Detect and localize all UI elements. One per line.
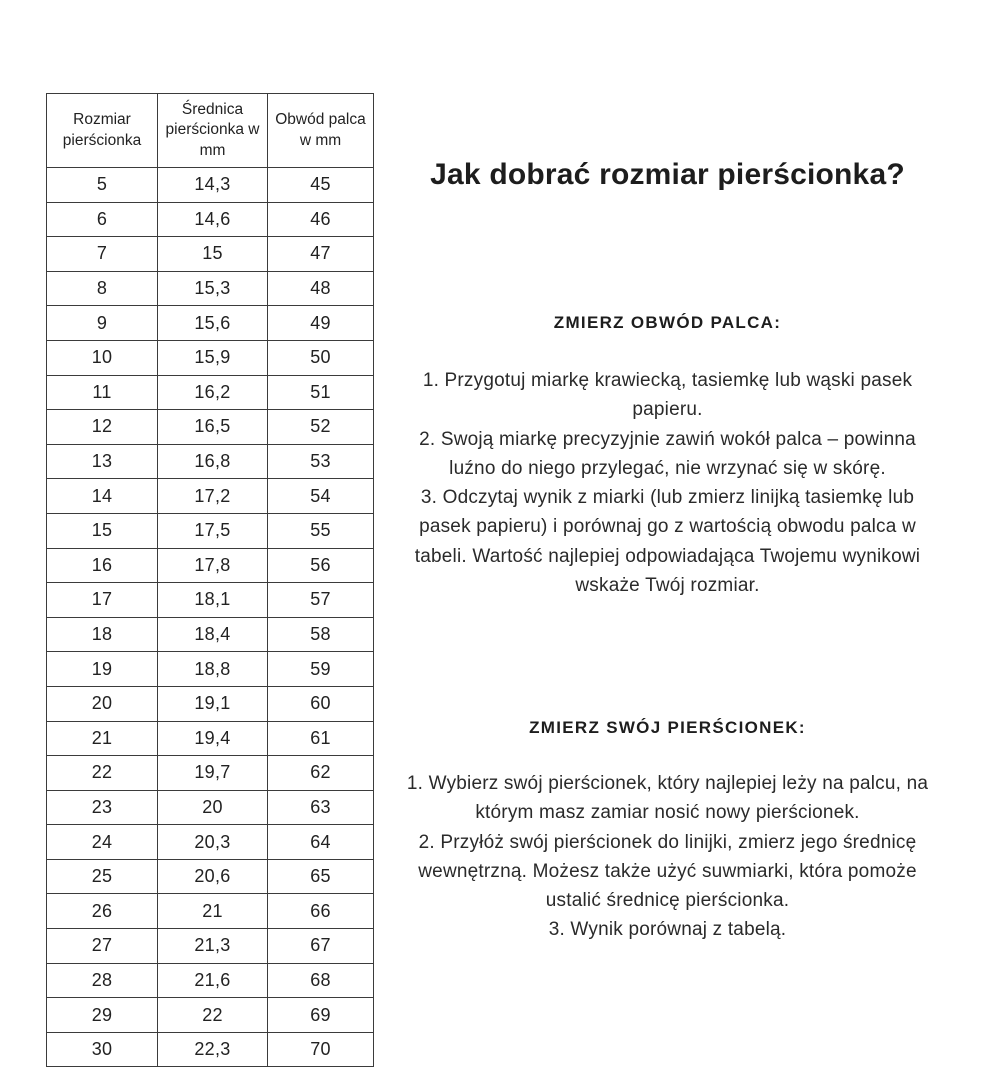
table-cell: 20,6: [158, 859, 268, 894]
table-cell: 50: [268, 340, 374, 375]
table-row: [47, 306, 374, 341]
ring-size-table: [46, 93, 374, 1067]
table-cell: 15,6: [158, 306, 268, 341]
steps-measure-ring: [400, 769, 935, 945]
table-cell: 21: [47, 721, 158, 756]
table-cell: 14,3: [158, 168, 268, 203]
table-row: [47, 375, 374, 410]
table-cell: 28: [47, 963, 158, 998]
table-cell: 17,8: [158, 548, 268, 583]
table-row: [47, 859, 374, 894]
table-cell: 23: [47, 790, 158, 825]
size-table-body: [47, 168, 374, 1067]
table-row: [47, 1032, 374, 1067]
size-table-header-row: [47, 94, 374, 168]
section-heading-measure-finger: ZMIERZ OBWÓD PALCA:: [553, 313, 782, 332]
table-row: [47, 168, 374, 203]
table-cell: 58: [268, 617, 374, 652]
table-cell: 17: [47, 583, 158, 618]
table-cell: 14: [47, 479, 158, 514]
size-table-container: [46, 93, 373, 1067]
table-row: [47, 271, 374, 306]
table-cell: 68: [268, 963, 374, 998]
table-row: [47, 410, 374, 445]
table-cell: 69: [268, 998, 374, 1033]
table-cell: 46: [268, 202, 374, 237]
table-cell: 66: [268, 894, 374, 929]
instruction-step: 3. Odczytaj wynik z miarki (lub zmierz linijką tasiemkę lub pasek papieru) i porównaj go z wartością obwodu palca w tabeli. Wartość najlepiej odpowiadająca Twojemu wynikowi wskaże Twój rozmiar.: [414, 487, 921, 597]
table-row: [47, 202, 374, 237]
table-cell: 16,8: [158, 444, 268, 479]
table-cell: 6: [47, 202, 158, 237]
table-cell: 19,7: [158, 756, 268, 791]
table-cell: 64: [268, 825, 374, 860]
steps-measure-finger: [400, 366, 935, 600]
table-row: [47, 237, 374, 272]
table-cell: 13: [47, 444, 158, 479]
table-row: [47, 929, 374, 964]
table-cell: 67: [268, 929, 374, 964]
page-title: Jak dobrać rozmiar pierścionka?: [430, 158, 905, 191]
table-cell: 19: [47, 652, 158, 687]
table-row: [47, 686, 374, 721]
table-cell: 21: [158, 894, 268, 929]
table-cell: 57: [268, 583, 374, 618]
table-cell: 7: [47, 237, 158, 272]
table-cell: 30: [47, 1032, 158, 1067]
table-cell: 17,5: [158, 513, 268, 548]
table-cell: 24: [47, 825, 158, 860]
table-row: [47, 444, 374, 479]
table-cell: 55: [268, 513, 374, 548]
table-row: [47, 583, 374, 618]
table-row: [47, 894, 374, 929]
table-cell: 56: [268, 548, 374, 583]
table-cell: 15,3: [158, 271, 268, 306]
table-cell: 65: [268, 859, 374, 894]
table-row: [47, 721, 374, 756]
table-cell: 59: [268, 652, 374, 687]
table-row: [47, 617, 374, 652]
table-cell: 18: [47, 617, 158, 652]
table-cell: 22: [47, 756, 158, 791]
table-cell: 21,3: [158, 929, 268, 964]
header-finger-circumference: Obwód palca w mm: [268, 94, 374, 168]
header-ring-size: Rozmiar pierścionka: [47, 94, 158, 168]
table-cell: 15,9: [158, 340, 268, 375]
section-heading-measure-ring: ZMIERZ SWÓJ PIERŚCIONEK:: [529, 718, 806, 737]
table-row: [47, 963, 374, 998]
table-cell: 18,8: [158, 652, 268, 687]
table-cell: 5: [47, 168, 158, 203]
table-cell: 26: [47, 894, 158, 929]
instruction-step: 2. Swoją miarkę precyzyjnie zawiń wokół palca – powinna luźno do niego przylegać, nie wrzynać się w skórę.: [419, 428, 916, 479]
header-ring-diameter: Średnica pierścionka w mm: [158, 94, 268, 168]
table-row: [47, 998, 374, 1033]
table-cell: 18,1: [158, 583, 268, 618]
table-cell: 63: [268, 790, 374, 825]
table-row: [47, 548, 374, 583]
table-row: [47, 479, 374, 514]
table-cell: 15: [47, 513, 158, 548]
instruction-step: 1. Przygotuj miarkę krawiecką, tasiemkę lub wąski pasek papieru.: [422, 370, 913, 421]
table-cell: 51: [268, 375, 374, 410]
table-cell: 16,5: [158, 410, 268, 445]
table-cell: 25: [47, 859, 158, 894]
table-cell: 19,4: [158, 721, 268, 756]
table-cell: 20,3: [158, 825, 268, 860]
table-cell: 21,6: [158, 963, 268, 998]
table-cell: 52: [268, 410, 374, 445]
table-cell: 8: [47, 271, 158, 306]
instruction-step: 3. Wynik porównaj z tabelą.: [548, 919, 787, 941]
table-row: [47, 652, 374, 687]
table-cell: 47: [268, 237, 374, 272]
table-cell: 9: [47, 306, 158, 341]
table-cell: 20: [158, 790, 268, 825]
table-cell: 61: [268, 721, 374, 756]
table-cell: 10: [47, 340, 158, 375]
instruction-step: 1. Wybierz swój pierścionek, który najlepiej leży na palcu, na którym masz zamiar nosić nowy pierścionek.: [406, 773, 929, 824]
size-table-header: [47, 94, 374, 168]
table-row: [47, 513, 374, 548]
table-cell: 16,2: [158, 375, 268, 410]
table-cell: 15: [158, 237, 268, 272]
table-cell: 20: [47, 686, 158, 721]
table-cell: 70: [268, 1032, 374, 1067]
table-cell: 27: [47, 929, 158, 964]
table-cell: 45: [268, 168, 374, 203]
table-cell: 22,3: [158, 1032, 268, 1067]
table-row: [47, 756, 374, 791]
table-row: [47, 790, 374, 825]
table-cell: 12: [47, 410, 158, 445]
table-cell: 54: [268, 479, 374, 514]
table-cell: 53: [268, 444, 374, 479]
table-cell: 48: [268, 271, 374, 306]
table-row: [47, 340, 374, 375]
table-cell: 17,2: [158, 479, 268, 514]
table-row: [47, 825, 374, 860]
table-cell: 19,1: [158, 686, 268, 721]
table-cell: 16: [47, 548, 158, 583]
table-cell: 11: [47, 375, 158, 410]
table-cell: 18,4: [158, 617, 268, 652]
table-cell: 62: [268, 756, 374, 791]
table-cell: 29: [47, 998, 158, 1033]
table-cell: 49: [268, 306, 374, 341]
table-cell: 60: [268, 686, 374, 721]
table-cell: 22: [158, 998, 268, 1033]
table-cell: 14,6: [158, 202, 268, 237]
instruction-step: 2. Przyłóż swój pierścionek do linijki, zmierz jego średnicę wewnętrzną. Możesz także użyć suwmiarki, która pomoże ustalić średnicę pierścionka.: [418, 831, 917, 912]
